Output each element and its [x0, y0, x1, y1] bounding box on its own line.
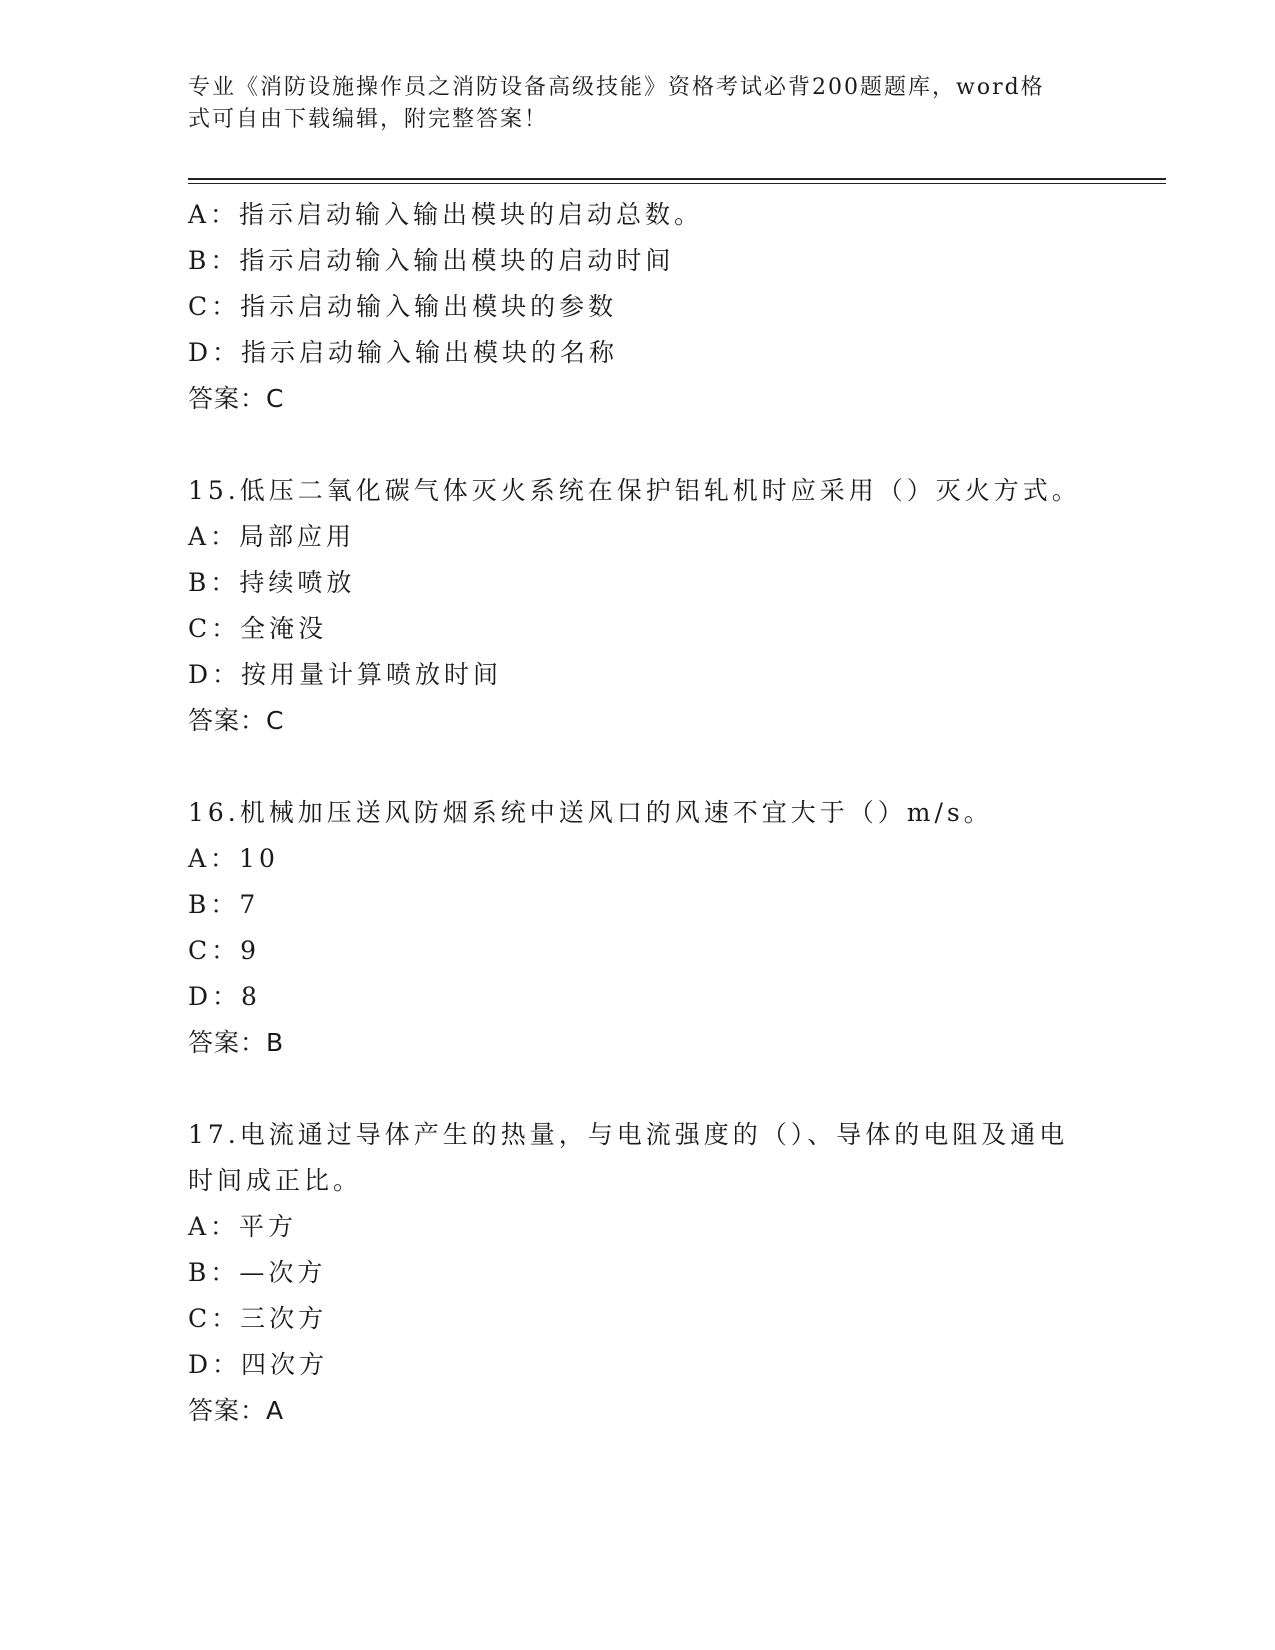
spacer [188, 422, 1088, 468]
question-17 [188, 1112, 1088, 1434]
option-c: C：三次方 [188, 1304, 328, 1333]
option-d: D：四次方 [188, 1350, 329, 1379]
option-c: C：全淹没 [188, 614, 328, 643]
option-d: D：按用量计算喷放时间 [188, 660, 503, 689]
question-stem: 15.低压二氧化碳气体灭火系统在保护铝轧机时应采用（）灭火方式。 [188, 476, 1081, 505]
question-stem-line-2: 时间成正比。 [188, 1166, 363, 1195]
answer: 答案：A [188, 1396, 285, 1425]
option-d: D：8 [188, 982, 261, 1011]
question-14 [188, 192, 1088, 422]
option-a: A：指示启动输入输出模块的启动总数。 [188, 200, 704, 229]
answer: 答案：B [188, 1028, 285, 1057]
option-a: A：10 [188, 844, 279, 873]
option-d: D：指示启动输入输出模块的名称 [188, 338, 619, 367]
question-stem-line-1: 17.电流通过导体产生的热量，与电流强度的（）、导体的电阻及通电 [188, 1120, 1069, 1149]
answer: 答案：C [188, 706, 285, 735]
spacer [188, 1066, 1088, 1112]
option-b: B：持续喷放 [188, 568, 356, 597]
spacer [188, 744, 1088, 790]
option-c: C：9 [188, 936, 261, 965]
question-16 [188, 790, 1088, 1066]
option-c: C：指示启动输入输出模块的参数 [188, 292, 618, 321]
option-b: B：—次方 [188, 1258, 327, 1287]
option-b: B：指示启动输入输出模块的启动时间 [188, 246, 675, 275]
option-a: A：平方 [188, 1212, 298, 1241]
header-divider [188, 178, 1166, 180]
option-b: B：7 [188, 890, 260, 919]
option-a: A：局部应用 [188, 522, 356, 551]
question-list [188, 192, 1088, 1434]
question-15 [188, 468, 1088, 744]
header-divider-thin [188, 183, 1166, 184]
answer: 答案：C [188, 384, 285, 413]
document-header: 专业《消防设施操作员之消防设备高级技能》资格考试必背200题题库，word格式可自由下载编辑，附完整答案！ [188, 75, 1045, 132]
question-stem: 16.机械加压送风防烟系统中送风口的风速不宜大于（）m/s。 [188, 798, 993, 827]
